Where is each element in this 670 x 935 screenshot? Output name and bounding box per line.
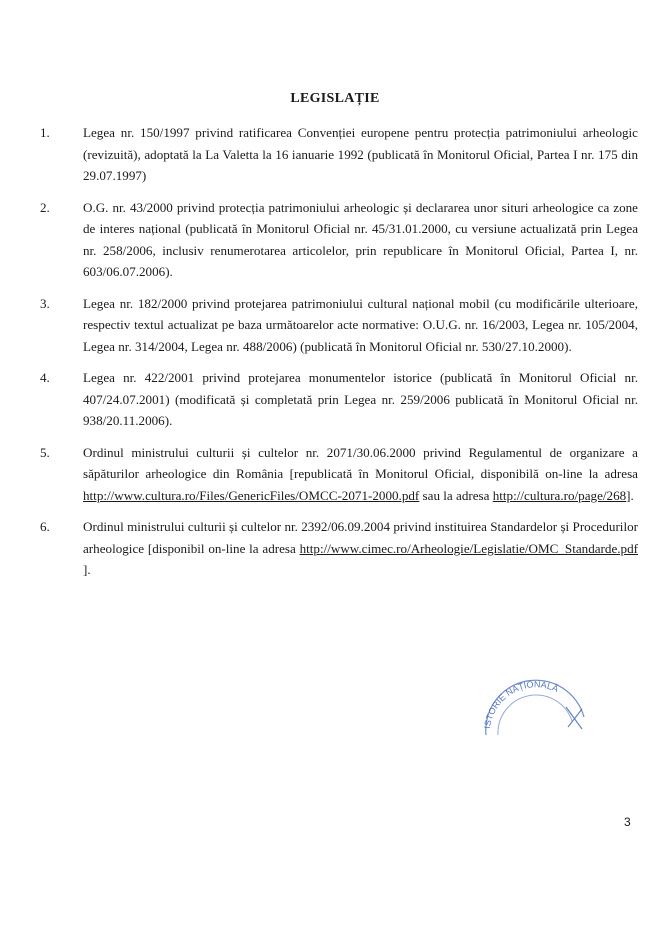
list-item	[40, 293, 638, 358]
item-number: 5.	[40, 444, 50, 460]
list-item	[40, 516, 638, 581]
item-text: O.G. nr. 43/2000 privind protecția patrimoniului arheologic și declararea unor situri arheologice ca zone de interes național (publicată în Monitorul Oficial nr. 45/31.01.2000, cu versiune actualizată prin Legea nr. 258/2006, inclusiv renumerotarea articolelor, prin republicare în Monitorul Oficial, Partea I, nr. 603/06.07.2006).	[83, 199, 638, 279]
page-title: LEGISLAȚIE	[290, 91, 380, 106]
list-item	[40, 122, 638, 187]
item-text-mid: sau la adresa	[419, 487, 493, 503]
cimec-pdf-link[interactable]: http://www.cimec.ro/Arheologie/Legislatie/OMC_Standarde.pdf	[299, 540, 638, 556]
institution-stamp	[478, 677, 588, 737]
item-number: 2.	[40, 199, 50, 215]
list-item	[40, 197, 638, 283]
item-text: Ordinul ministrului culturii și cultelor nr. 2392/06.09.2004 privind instituirea Standardelor și Procedurilor arheologice [disponibil on-line la adresa	[83, 519, 638, 556]
item-text: Legea nr. 422/2001 privind protejarea monumentelor istorice (publicată în Monitorul Oficial nr. 407/24.07.2001) (modificată și completată prin Legea nr. 259/2006 publicată în Monitorul Oficial nr. 938/20.11.2006).	[83, 370, 638, 428]
item-text: Legea nr. 150/1997 privind ratificarea Convenției europene pentru protecția patrimoniului arheologic (revizuită), adoptată la La Valetta la 16 ianuarie 1992 (publicată în Monitorul Oficial, Partea I nr. 175 din 29.07.1997)	[83, 125, 638, 183]
stamp-text: ISTORIE NAȚIONALĂ	[482, 679, 560, 730]
legislation-list	[40, 122, 638, 581]
cultura-page-link[interactable]: http://cultura.ro/page/268	[492, 487, 627, 503]
item-number: 4.	[40, 370, 50, 385]
item-number: 1.	[40, 125, 50, 140]
list-item	[40, 367, 638, 432]
item-number: 6.	[40, 519, 50, 534]
page-number: 3	[624, 815, 631, 829]
item-text-end: ].	[83, 562, 91, 577]
item-text-end: ].	[626, 487, 634, 503]
item-text: Ordinul ministrului culturii și cultelor nr. 2071/30.06.2000 privind Regulamentul de organizare a săpăturilor arheologice din România [republicată în Monitorul Oficial, disponibilă on-line la adresa	[83, 444, 638, 481]
item-text: Legea nr. 182/2000 privind protejarea patrimoniului cultural național mobil (cu modificările ulterioare, respectiv textul actualizat pe baza următoarelor acte normative: O.U.G. nr. 16/2003, Legea nr. 105/2004, Legea nr. 314/2004, Legea nr. 488/2006) (publicată în Monitorul Oficial nr. 530/27.10.2000).	[83, 295, 638, 354]
item-number: 3.	[40, 295, 50, 311]
list-item	[40, 442, 638, 507]
svg-text:ISTORIE NAȚIONALĂ	[482, 679, 560, 729]
cultura-pdf-link[interactable]: http://www.cultura.ro/Files/GenericFiles/OMCC-2071-2000.pdf	[83, 487, 420, 503]
